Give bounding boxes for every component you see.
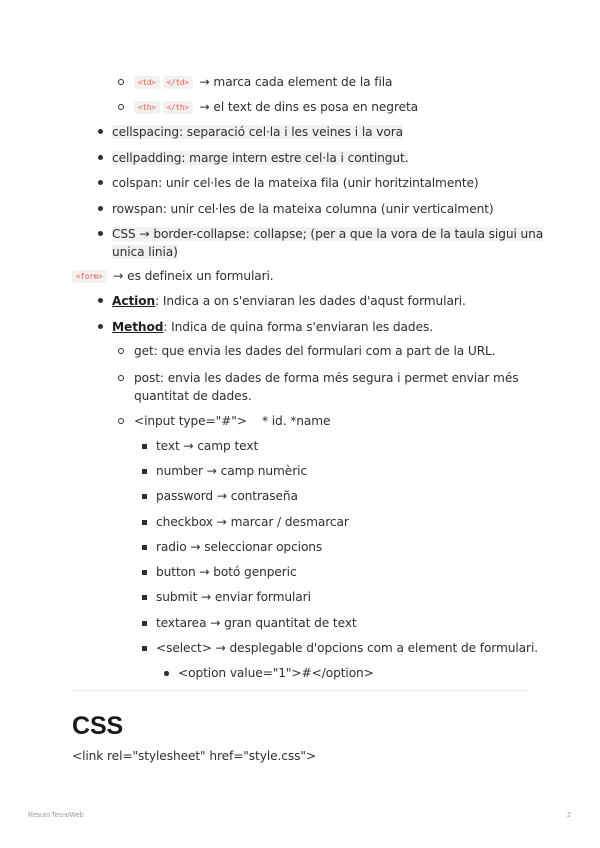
list-item-method (112, 318, 433, 336)
list-item: get: que envia les dades del formulari com a part de la URL. (134, 344, 496, 358)
link-tag-line: <link rel="stylesheet" href="style.css"> (72, 749, 317, 763)
form-definition (72, 267, 274, 286)
square-bullet-icon (142, 621, 147, 626)
term-label: Method (112, 320, 164, 334)
section-heading: CSS (72, 712, 124, 740)
list-item: password → contraseña (156, 489, 298, 503)
page-number: 2 (567, 812, 571, 819)
square-bullet-icon (142, 494, 147, 499)
bullet-icon (164, 671, 169, 676)
list-item: submit → enviar formulari (156, 590, 311, 604)
code-tag: <form> (72, 270, 107, 283)
list-item: radio → seleccionar opcions (156, 540, 323, 554)
list-item: CSS → border-collapse: collapse; (per a que la vora de la taula sigui una (112, 227, 544, 241)
square-bullet-icon (142, 595, 147, 600)
square-bullet-icon (142, 520, 147, 525)
square-bullet-icon (142, 646, 147, 651)
divider (72, 690, 528, 691)
list-item-input: <input type="#"> * id. *name (134, 414, 331, 428)
bullet-icon (98, 129, 103, 134)
square-bullet-icon (142, 570, 147, 575)
bullet-icon (98, 180, 103, 185)
list-item: checkbox → marcar / desmarcar (156, 515, 349, 529)
code-tag: <th> (134, 101, 160, 114)
list-item: textarea → gran quantitat de text (156, 616, 357, 630)
list-item-text: → el text de dins es posa en negreta (199, 100, 419, 114)
circle-bullet-icon (118, 79, 124, 85)
list-item: post: envia les dades de forma més segura i permet enviar més (134, 371, 519, 385)
list-item: text → camp text (156, 439, 259, 453)
square-bullet-icon (142, 444, 147, 449)
bullet-icon (98, 231, 103, 236)
circle-bullet-icon (118, 104, 124, 110)
list-item-text: → marca cada element de la fila (199, 75, 393, 89)
list-item: colspan: unir cel·les de la mateixa fila (unir horitzintalmente) (112, 176, 479, 190)
list-item: <option value="1">#</option> (178, 666, 374, 680)
bullet-icon (98, 206, 103, 211)
list-item: button → botó genperic (156, 565, 297, 579)
list-item-td (134, 73, 392, 92)
bullet-icon (98, 324, 103, 329)
list-item: cellspacing: separació cel·la i les veines i la vora (112, 125, 404, 139)
square-bullet-icon (142, 469, 147, 474)
circle-bullet-icon (118, 375, 124, 381)
list-item: number → camp numèric (156, 464, 307, 478)
term-text: : Indica a on s'enviaran les dades d'aqust formulari. (155, 294, 466, 308)
code-tag: </td> (163, 76, 193, 89)
code-tag: </th> (163, 101, 193, 114)
list-item-continuation: unica linia) (112, 245, 178, 259)
circle-bullet-icon (118, 348, 124, 354)
footer-title: Resum TecnoWeb (28, 812, 84, 819)
list-item-continuation: quantitat de dades. (134, 389, 252, 403)
square-bullet-icon (142, 545, 147, 550)
form-definition-text: → es defineix un formulari. (113, 269, 274, 283)
term-label: Action (112, 294, 156, 308)
term-text: : Indica de quina forma s'enviaran les dades. (163, 320, 433, 334)
list-item-action (112, 292, 466, 310)
list-item: cellpadding: marge intern estre cel·la i contingut. (112, 151, 409, 165)
list-item-th (134, 98, 418, 117)
circle-bullet-icon (118, 418, 124, 424)
code-tag: <td> (134, 76, 160, 89)
list-item: rowspan: unir cel·les de la mateixa columna (unir verticalment) (112, 202, 494, 216)
bullet-icon (98, 155, 103, 160)
list-item: <select> → desplegable d'opcions com a element de formulari. (156, 641, 539, 655)
bullet-icon (98, 298, 103, 303)
